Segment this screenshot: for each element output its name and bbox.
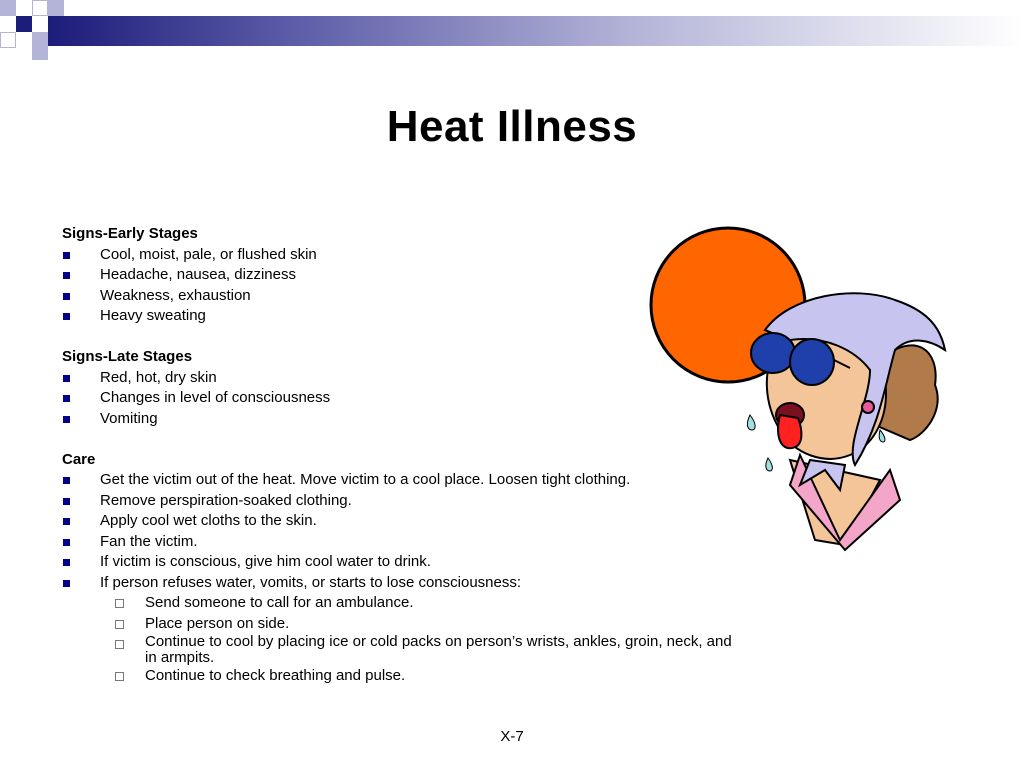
deco-square — [0, 32, 16, 48]
overheated-woman-with-sun-illustration — [640, 210, 960, 560]
sub-list-item: Send someone to call for an ambulance. — [62, 593, 742, 614]
section-heading: Signs-Late Stages — [62, 348, 193, 365]
list-item: Weakness, exhaustion — [62, 286, 742, 307]
sub-list-item: Place person on side. — [62, 614, 742, 635]
section-heading: Signs-Early Stages — [62, 225, 198, 242]
deco-square — [16, 48, 32, 64]
list-item: If person refuses water, vomits, or starts to lose consciousness: — [62, 573, 742, 594]
list-item: Headache, nausea, dizziness — [62, 265, 742, 286]
list-item: Vomiting — [62, 409, 742, 430]
deco-square — [0, 0, 16, 16]
sub-list-item: Continue to check breathing and pulse. — [62, 666, 742, 687]
deco-square — [32, 48, 48, 60]
deco-square — [48, 0, 64, 16]
slide-title: Heat Illness — [386, 102, 638, 151]
sub-list-item-text: Continue to cool by placing ice or cold packs on person’s wrists, ankles, groin, neck, and in armpits. — [145, 633, 732, 666]
top-decorative-band — [0, 0, 1024, 50]
list-item: Get the victim out of the heat. Move victim to a cool place. Loosen tight clothing. — [62, 470, 742, 491]
deco-square — [32, 32, 48, 48]
sub-bullet-list — [62, 593, 742, 687]
list-item: If victim is conscious, give him cool water to drink. — [62, 552, 742, 573]
list-item: Remove perspiration-soaked clothing. — [62, 491, 742, 512]
deco-square — [16, 16, 32, 32]
list-item: Cool, moist, pale, or flushed skin — [62, 245, 742, 266]
gradient-bar — [48, 16, 1024, 46]
section-heading: Care — [62, 450, 96, 468]
slide-number: X-7 — [500, 728, 524, 745]
list-item: Fan the victim. — [62, 532, 742, 553]
list-item: Apply cool wet cloths to the skin. — [62, 511, 742, 532]
sunglasses-icon — [751, 333, 795, 373]
list-item: Red, hot, dry skin — [62, 368, 742, 389]
list-item: Heavy sweating — [62, 306, 742, 327]
list-item: Changes in level of consciousness — [62, 388, 742, 409]
deco-square — [32, 0, 48, 16]
sub-list-item — [62, 634, 742, 666]
